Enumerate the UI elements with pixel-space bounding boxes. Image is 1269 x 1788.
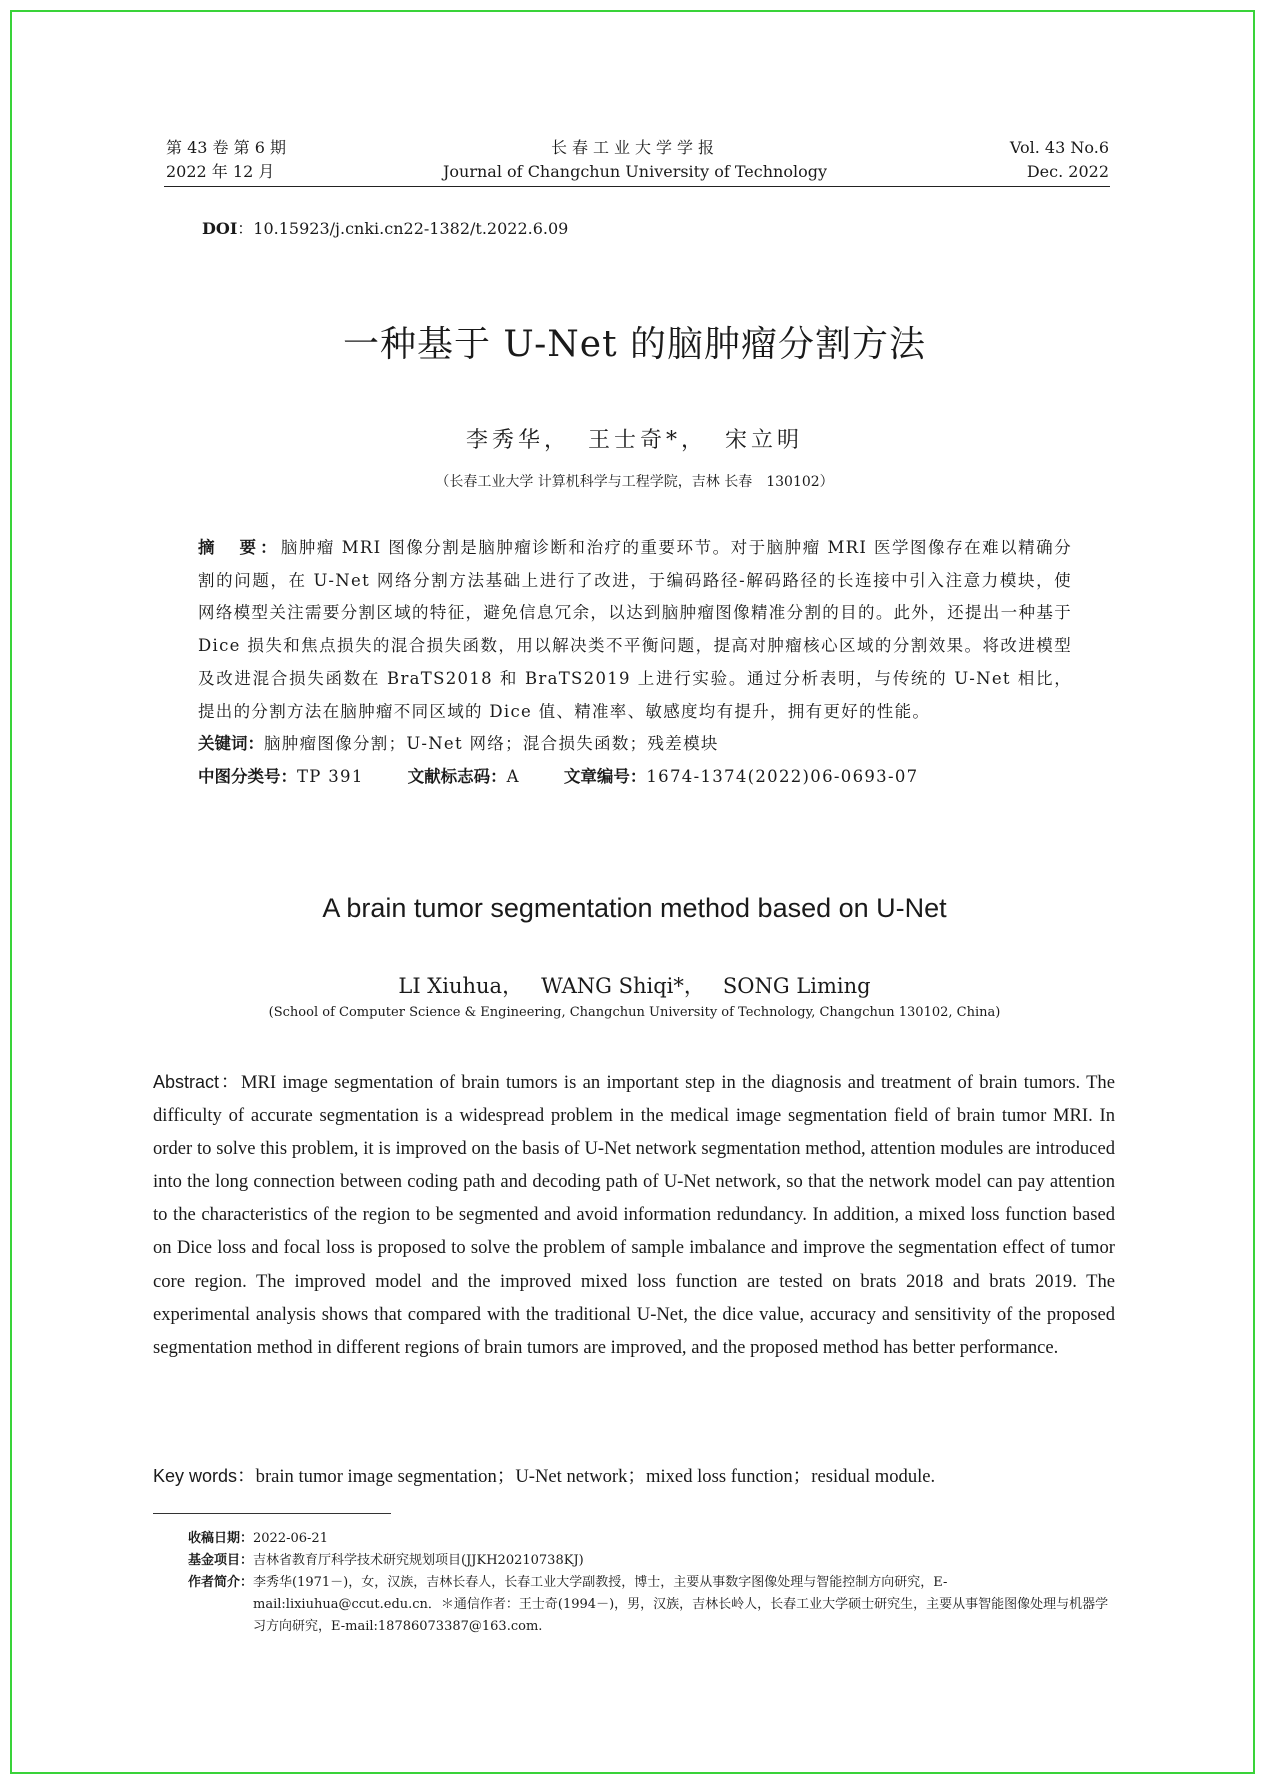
abstract-en-label: Abstract	[153, 1072, 220, 1092]
affiliation-cn: （长春工业大学 计算机科学与工程学院，吉林 长春 130102）	[435, 474, 834, 490]
keywords-cn-label: 关键词：	[198, 734, 264, 754]
doi-line	[202, 216, 568, 239]
footnote-label: 基金项目：	[188, 1553, 254, 1568]
keywords-cn	[198, 728, 1072, 761]
author-en-1: LI Xiuhua，	[398, 974, 524, 998]
clc-label: 中图分类号：	[198, 766, 297, 786]
doc-code-label: 文献标志码：	[407, 766, 507, 786]
footnote-author-bio	[188, 1572, 1118, 1638]
paper-title-en: A brain tumor segmentation method based on U-Net	[322, 893, 947, 923]
footnote-funding	[188, 1550, 1118, 1572]
volume-issue-en: Vol. 43 No.6	[1009, 138, 1109, 157]
author-en-3: SONG Liming	[722, 974, 871, 998]
footnote-text: 2022-06-21	[253, 1531, 328, 1546]
header-rule	[164, 186, 1110, 187]
abstract-cn-block	[198, 532, 1072, 794]
article-id-label: 文章编号：	[563, 766, 647, 786]
journal-volume-info	[166, 136, 286, 184]
journal-name-en: Journal of Changchun University of Technology	[443, 162, 827, 181]
author-cn-3: 宋立明	[725, 428, 804, 453]
doi-value: ：10.15923/j.cnki.cn22-1382/t.2022.6.09	[237, 219, 569, 238]
author-cn-1: 李秀华，	[465, 428, 570, 453]
footnote-text: 吉林省教育厅科学技术研究规划项目(JJKH20210738KJ)	[253, 1553, 584, 1568]
doc-code-value: A	[506, 766, 520, 786]
page-border	[10, 10, 1255, 1774]
abstract-cn-text: 脑肿瘤 MRI 图像分割是脑肿瘤诊断和治疗的重要环节。对于脑肿瘤 MRI 医学图像存在难以精确分割的问题，在 U-Net 网络分割方法基础上进行了改进，于编码路径-解码路径的长连接中引入注意力模块，使网络模型关注需要分割区域的特征，避免信息冗余，以达到脑肿瘤图像精准分割的目的。此外，还提出一种基于 Dice 损失和焦点损失的混合损失函数，用以解决类不平衡问题，提高对肿瘤核心区域的分割效果。将改进模型及改进混合损失函数在 BraTS2018 和 BraTS2019 上进行实验。通过分析表明，与传统的 U-Net 相比，提出的分割方法在脑肿瘤不同区域的 Dice 值、精准率、敏感度均有提升，拥有更好的性能。	[198, 538, 1072, 721]
abstract-en	[153, 1066, 1115, 1364]
journal-volume-info-en	[1010, 136, 1109, 184]
article-id-value: 1674-1374(2022)06-0693-07	[646, 766, 919, 786]
issue-date-en: Dec. 2022	[1026, 162, 1109, 181]
journal-name-cn: 长春工业大学学报	[550, 138, 719, 157]
volume-issue: 第 43 卷 第 6 期	[166, 138, 286, 157]
abstract-cn	[198, 532, 1072, 728]
doi-label: DOI	[202, 219, 238, 238]
author-list-cn	[0, 423, 1269, 454]
keywords-cn-text: 脑肿瘤图像分割；U-Net 网络；混合损失函数；残差模块	[264, 734, 719, 754]
issue-date-cn: 2022 年 12 月	[166, 162, 275, 181]
footnote-label: 收稿日期：	[188, 1531, 254, 1546]
author-list-en	[0, 970, 1269, 1000]
author-en-2: WANG Shiqi*，	[541, 974, 705, 998]
footnote-text: 李秀华(1971－)，女，汉族，吉林长春人，长春工业大学副教授，博士，主要从事数字图像处理与智能控制方向研究，E-mail:lixiuhua@ccut.edu.cn．＊通信作者：王士奇(1994－)，男，汉族，吉林长岭人，长春工业大学硕士研究生，主要从事智能图像处理与机器学习方向研究，E-mail:18786073387@163.com.	[253, 1575, 1109, 1634]
footnote-rule	[153, 1513, 391, 1514]
footnotes	[188, 1528, 1118, 1638]
affiliation-en: (School of Computer Science & Engineering, Changchun University of Technology, Changchun 130102, China)	[268, 1005, 1001, 1020]
footnote-received	[188, 1528, 1118, 1550]
footnote-label: 作者简介：	[188, 1575, 254, 1590]
journal-name	[330, 136, 940, 184]
abstract-cn-label: 摘 要：	[198, 538, 281, 557]
keywords-en-text: ：brain tumor image segmentation；U-Net network；mixed loss function；residual module.	[237, 1466, 936, 1487]
classification-line	[198, 761, 1072, 794]
clc-value: TP 391	[297, 766, 364, 786]
abstract-en-text: ：MRI image segmentation of brain tumors is an important step in the diagnosis and treatment of brain tumors. The difficulty of accurate segmentation is a widespread problem in the medical image segmentation field of brain tumor MRI. In order to solve this problem, it is improved on the basis of U-Net network segmentation method, attention modules are introduced into the long connection between coding path and decoding path of U-Net network, so that the network model can pay attention to the characteristics of the region to be segmented and avoid information redundancy. In addition, a mixed loss function based on Dice loss and focal loss is proposed to solve the problem of sample imbalance and improve the segmentation effect of tumor core region. The improved model and the improved mixed loss function are tested on brats 2018 and brats 2019. The experimental analysis shows that compared with the traditional U-Net, the dice value, accuracy and sensitivity of the proposed segmentation method in different regions of brain tumors are improved, and the proposed method has better performance.	[153, 1072, 1115, 1358]
keywords-en-label: Key words	[153, 1466, 238, 1486]
keywords-en	[153, 1460, 1115, 1493]
author-cn-2: 王士奇*，	[587, 428, 707, 453]
paper-title-cn: 一种基于 U-Net 的脑肿瘤分割方法	[342, 324, 927, 365]
